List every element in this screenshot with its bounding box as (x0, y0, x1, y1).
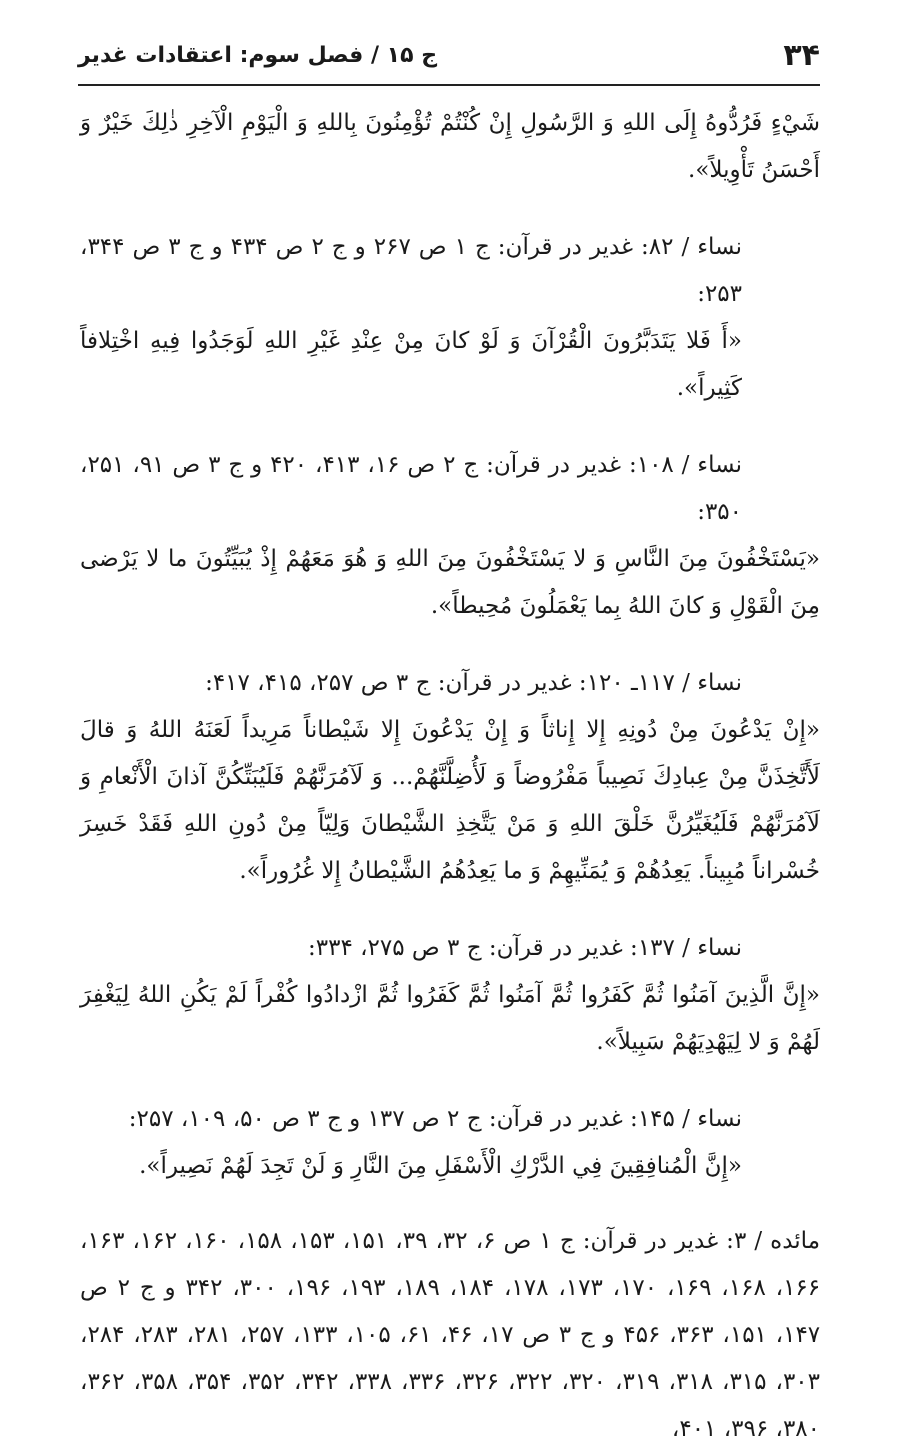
entry-nisa-82 (80, 224, 820, 412)
page-body (80, 100, 820, 1453)
entry-nisa-108 (80, 442, 820, 536)
continued-verse: شَيْءٍ فَرُدُّوهُ إِلَى اللهِ وَ الرَّسُولِ إِنْ كُنْتُمْ تُؤْمِنُونَ بِاللهِ وَ الْيَوْمِ الْآخِرِ ذٰلِكَ خَيْرٌ وَ أَحْسَنُ تَأْوِيلاً». (80, 110, 820, 183)
entry-nisa-137 (80, 925, 820, 972)
entry-reference: نساء / ۱۳۷: غدیر در قرآن: ج ۳ ص ۲۷۵، ۳۳۴: (307, 935, 742, 961)
entry-nisa-145 (80, 1096, 820, 1190)
entry-nisa-117 (80, 660, 820, 707)
page-number: ۳۴ (783, 37, 820, 73)
running-header (78, 30, 820, 80)
entry-verse: «يَسْتَخْفُونَ مِنَ النَّاسِ وَ لا يَسْتَخْفُونَ مِنَ اللهِ وَ هُوَ مَعَهُمْ إِذْ يُبَيِّتُونَ ما لا يَرْضى مِنَ الْقَوْلِ وَ كانَ اللهُ بِما يَعْمَلُونَ مُحِيطاً». (80, 546, 820, 619)
running-title: ج ۱۵ / فصل سوم: اعتقادات غدیر (78, 42, 438, 68)
entry-verse: «إِنَّ الْمُنافِقِينَ فِي الدَّرْكِ الْأَسْفَلِ مِنَ النَّارِ وَ لَنْ تَجِدَ لَهُمْ نَصِيراً». (139, 1153, 742, 1179)
entry-verse: «إِنَّ الَّذِينَ آمَنُوا ثُمَّ كَفَرُوا ثُمَّ آمَنُوا ثُمَّ كَفَرُوا ثُمَّ ازْدادُوا كُفْراً لَمْ يَكُنِ اللهُ لِيَغْفِرَ لَهُمْ وَ لا لِيَهْدِيَهُمْ سَبِيلاً». (80, 982, 820, 1055)
entry-reference: نساء / ۱۴۵: غدیر در قرآن: ج ۲ ص ۱۳۷ و ج ۳ ص ۵۰، ۱۰۹، ۲۵۷: (128, 1106, 742, 1132)
header-rule (78, 84, 820, 86)
entry-reference: نساء / ۸۲: غدیر در قرآن: ج ۱ ص ۲۶۷ و ج ۲ ص ۴۳۴ و ج ۳ ص ۳۴۴، ۲۵۳: (80, 234, 742, 307)
entry-reference: نساء / ۱۱۷ـ ۱۲۰: غدیر در قرآن: ج ۳ ص ۲۵۷، ۴۱۵، ۴۱۷: (205, 670, 742, 696)
entry-maida-3: مائده / ۳: غدیر در قرآن: ج ۱ ص ۶، ۳۲، ۳۹، ۱۵۱، ۱۵۳، ۱۵۸، ۱۶۰، ۱۶۲، ۱۶۳، ۱۶۶، ۱۶۸، ۱۶۹، ۱۷۰، ۱۷۳، ۱۷۸، ۱۸۴، ۱۸۹، ۱۹۳، ۱۹۶، ۳۰۰، ۳۴۲ و ج ۲ ص ۱۴۷، ۱۵۱، ۳۶۳، ۴۵۶ و ج ۳ ص ۱۷، ۴۶، ۶۱، ۱۰۵، ۱۳۳، ۲۵۷، ۲۸۱، ۲۸۳، ۲۸۴، ۳۰۳، ۳۱۵، ۳۱۸، ۳۱۹، ۳۲۰، ۳۲۲، ۳۲۶، ۳۳۶، ۳۳۸، ۳۴۲، ۳۵۲، ۳۵۴، ۳۵۸، ۳۶۲، ۳۸۰، ۳۹۶، ۴۰۱، (80, 1228, 821, 1442)
entry-reference: نساء / ۱۰۸: غدیر در قرآن: ج ۲ ص ۱۶، ۴۱۳، ۴۲۰ و ج ۳ ص ۹۱، ۲۵۱، ۳۵۰: (80, 452, 743, 525)
entry-verse: «أَ فَلا يَتَدَبَّرُونَ الْقُرْآنَ وَ لَوْ كانَ مِنْ عِنْدِ غَيْرِ اللهِ لَوَجَدُوا فِيهِ اخْتِلافاً كَثِيراً». (80, 328, 742, 401)
entry-verse: «إِنْ يَدْعُونَ مِنْ دُونِهِ إِلا إِناثاً وَ إِنْ يَدْعُونَ إِلا شَيْطاناً مَرِيداً لَعَنَهُ اللهُ وَ قالَ لَأَتَّخِذَنَّ مِنْ عِبادِكَ نَصِيباً مَفْرُوضاً وَ لَأُضِلَّنَّهُمْ... وَ لَآمُرَنَّهُمْ فَلَيُبَتِّكُنَّ آذانَ الْأَنْعامِ وَ لَآمُرَنَّهُمْ فَلَيُغَيِّرُنَّ خَلْقَ اللهِ وَ مَنْ يَتَّخِذِ الشَّيْطانَ وَلِيّاً مِنْ دُونِ اللهِ فَقَدْ خَسِرَ خُسْراناً مُبِيناً. يَعِدُهُمْ وَ يُمَنِّيهِمْ وَ ما يَعِدُهُمُ الشَّيْطانُ إِلا غُرُوراً». (80, 717, 820, 884)
